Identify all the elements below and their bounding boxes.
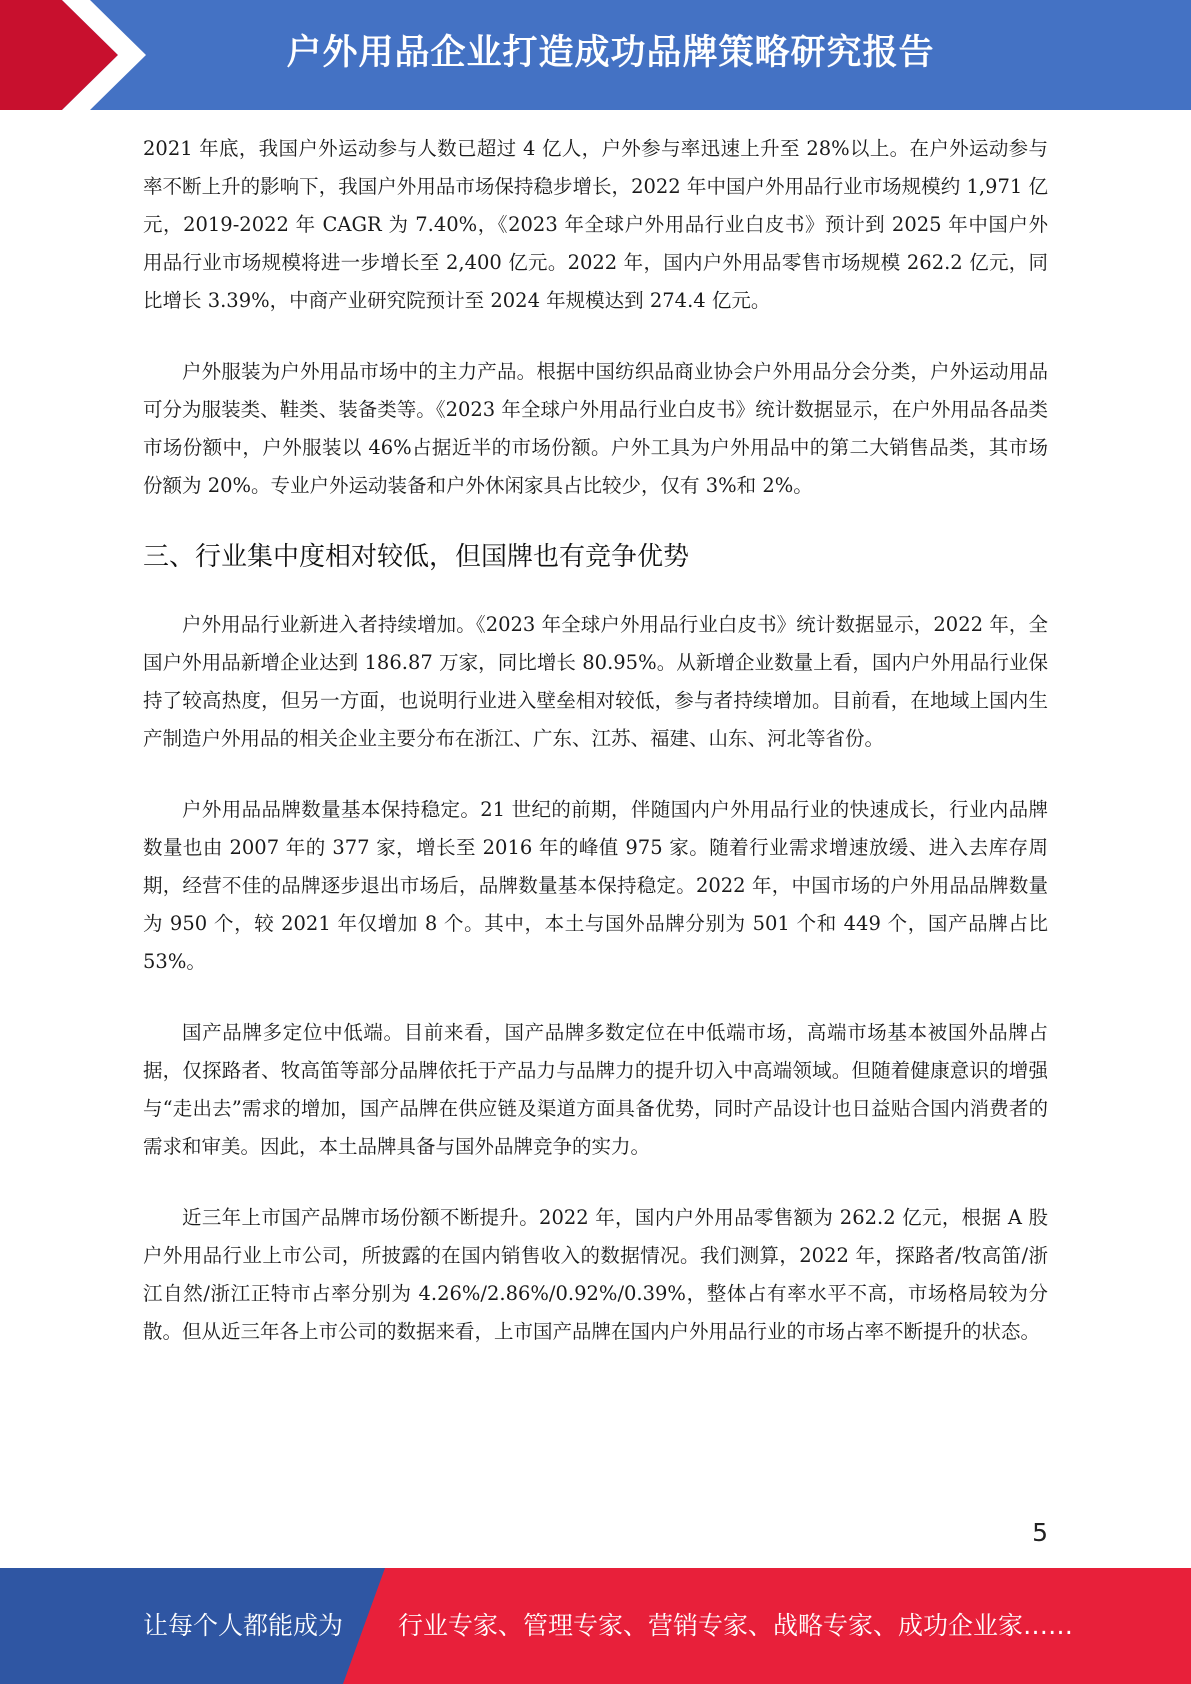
- page-footer: [0, 1568, 1191, 1684]
- paragraph: 国产品牌多定位中低端。目前来看，国产品牌多数定位在中低端市场，高端市场基本被国外品牌占据，仅探路者、牧高笛等部分品牌依托于产品力与品牌力的提升切入中高端领域。但随着健康意识的增强与“走出去”需求的增加，国产品牌在供应链及渠道方面具备优势，同时产品设计也日益贴合国内消费者的需求和审美。因此，本土品牌具备与国外品牌竞争的实力。: [143, 1021, 1048, 1158]
- section-heading: 三、行业集中度相对较低，但国牌也有竞争优势: [143, 542, 690, 572]
- paragraph: 户外服装为户外用品市场中的主力产品。根据中国纺织品商业协会户外用品分会分类，户外运动用品可分为服装类、鞋类、装备类等。《2023 年全球户外用品行业白皮书》统计数据显示，在户外用品各品类市场份额中，户外服装以 46%占据近半的市场份额。户外工具为户外用品中的第二大销售品类，其市场份额为 20%。专业户外运动装备和户外休闲家具占比较少，仅有 3%和 2%。: [143, 360, 1048, 497]
- header-chevron-graphic: [0, 0, 150, 110]
- paragraph: 户外用品行业新进入者持续增加。《2023 年全球户外用品行业白皮书》统计数据显示，2022 年，全国户外用品新增企业达到 186.87 万家，同比增长 80.95%。从新增企业数量上看，国内户外用品行业保持了较高热度，但另一方面，也说明行业进入壁垒相对较低，参与者持续增加。目前看，在地域上国内生产制造户外用品的相关企业主要分布在浙江、广东、江苏、福建、山东、河北等省份。: [143, 613, 1048, 750]
- paragraph: 2021 年底，我国户外运动参与人数已超过 4 亿人，户外参与率迅速上升至 28%以上。在户外运动参与率不断上升的影响下，我国户外用品市场保持稳步增长，2022 年中国户外用品行业市场规模约 1,971 亿元，2019-2022 年 CAGR 为 7.40%，《2023 年全球户外用品行业白皮书》预计到 2025 年中国户外用品行业市场规模将进一步增长至 2,400 亿元。2022 年，国内户外用品零售市场规模 262.2 亿元，同比增长 3.39%，中商产业研究院预计至 2024 年规模达到 274.4 亿元。: [143, 137, 1048, 312]
- footer-slogan-right: 行业专家、管理专家、营销专家、战略专家、成功企业家……: [398, 1611, 1074, 1640]
- footer-slogan-left: 让每个人都能成为: [143, 1611, 344, 1640]
- report-title: 户外用品企业打造成功品牌策略研究报告: [286, 33, 935, 73]
- page-header: [0, 0, 1191, 110]
- page-number: 5: [1032, 1518, 1048, 1547]
- paragraph: 近三年上市国产品牌市场份额不断提升。2022 年，国内户外用品零售额为 262.2 亿元，根据 A 股户外用品行业上市公司，所披露的在国内销售收入的数据情况。我们测算，2022 年，探路者/牧高笛/浙江自然/浙江正特市占率分别为 4.26%/2.86%/0.92%/0.39%，整体占有率水平不高，市场格局较为分散。但从近三年各上市公司的数据来看，上市国产品牌在国内户外用品行业的市场占率不断提升的状态。: [143, 1206, 1048, 1343]
- paragraph: 户外用品品牌数量基本保持稳定。21 世纪的前期，伴随国内户外用品行业的快速成长，行业内品牌数量也由 2007 年的 377 家，增长至 2016 年的峰值 975 家。随着行业需求增速放缓、进入去库存周期，经营不佳的品牌逐步退出市场后，品牌数量基本保持稳定。2022 年，中国市场的户外用品品牌数量为 950 个，较 2021 年仅增加 8 个。其中，本土与国外品牌分别为 501 个和 449 个，国产品牌占比 53%。: [143, 798, 1048, 973]
- page-content: [143, 130, 1048, 1351]
